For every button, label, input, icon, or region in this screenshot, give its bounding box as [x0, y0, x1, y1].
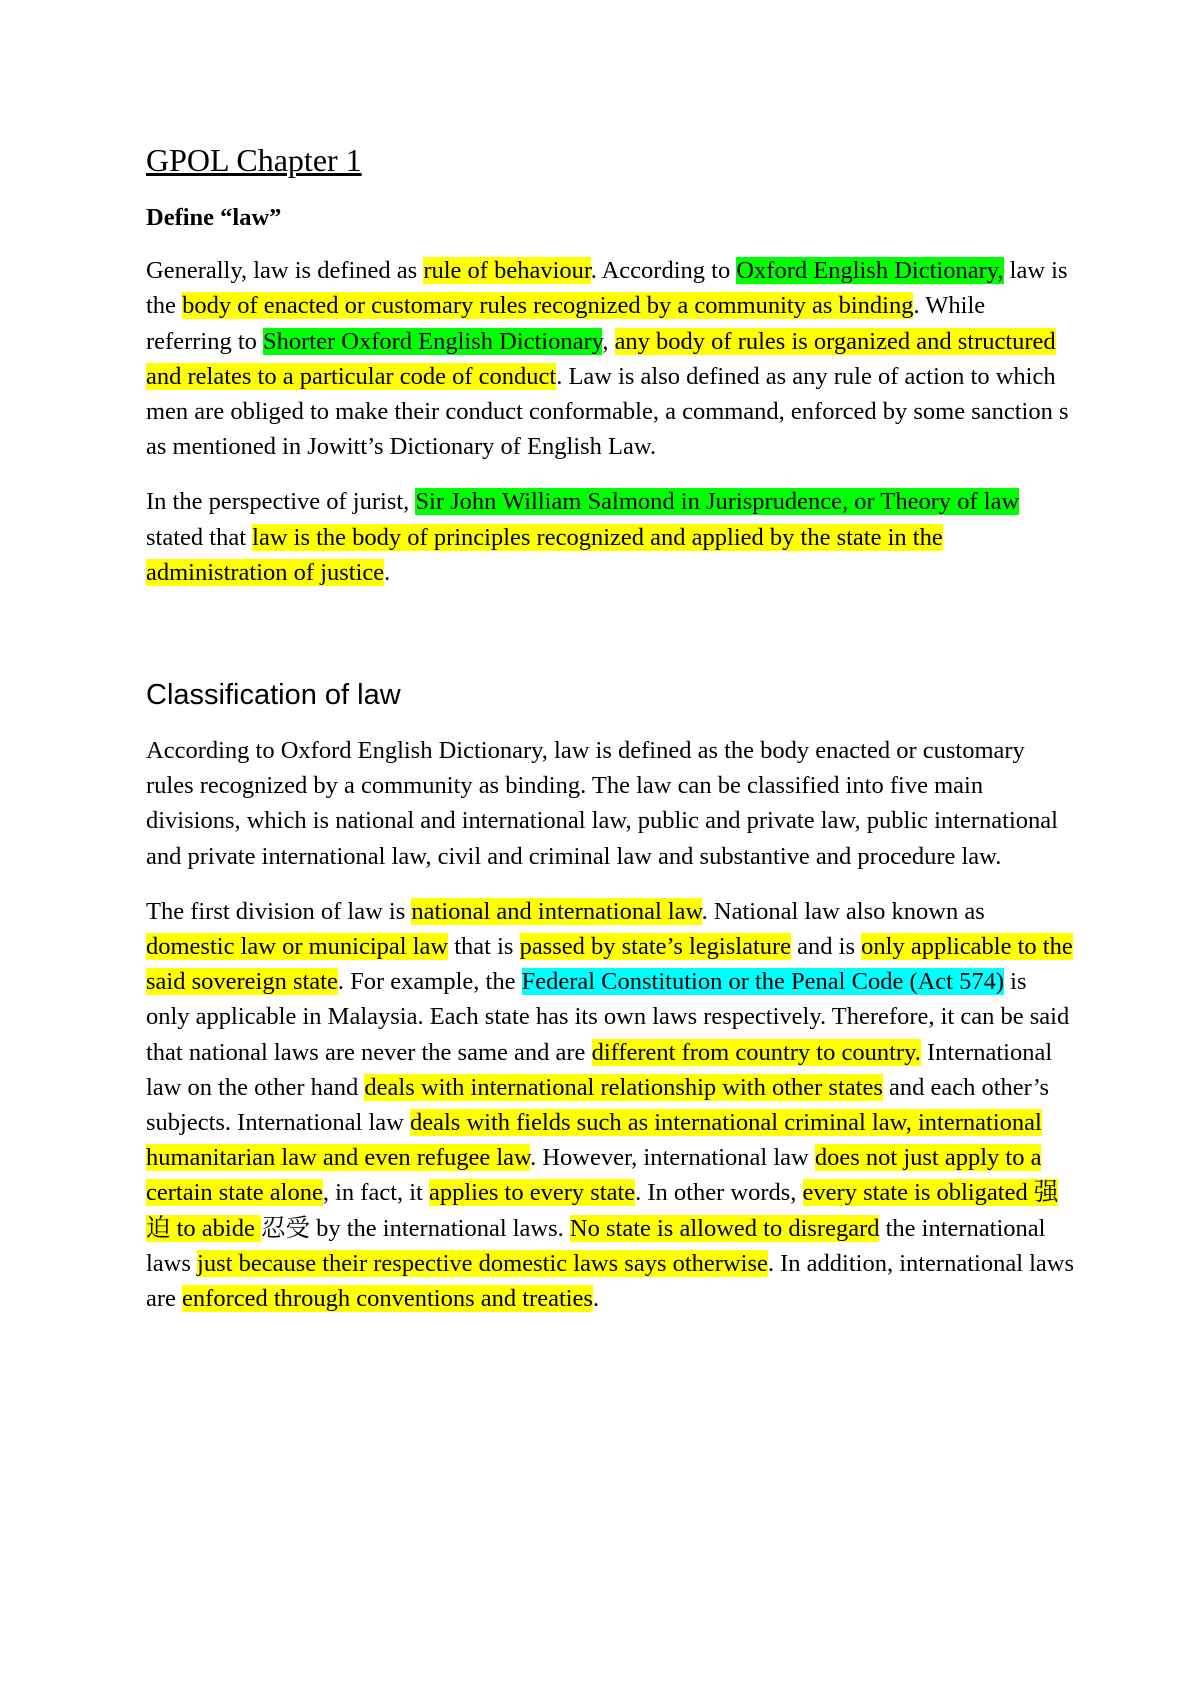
- text-segment: and is: [791, 933, 862, 961]
- text-segment: . While referring to: [146, 292, 986, 355]
- text-segment: law is the: [146, 257, 1068, 320]
- define-law-heading: Define “law”: [146, 204, 282, 231]
- highlighted-text: domestic law or municipal law: [146, 933, 449, 961]
- text-segment: 忍受: [261, 1214, 310, 1242]
- highlighted-text: enforced through conventions and treaties: [182, 1285, 593, 1313]
- text-segment: The first division of law is: [146, 897, 412, 925]
- highlighted-text: different from country to country.: [591, 1038, 921, 1066]
- highlighted-text: Federal Constitution or the Penal Code (Act 574): [521, 968, 1005, 996]
- highlighted-text: every state is obligated 强迫 to abide: [146, 1179, 1059, 1242]
- highlighted-text: just because their respective domestic laws says otherwise: [197, 1249, 768, 1277]
- highlighted-text: deals with international relationship with other states: [364, 1073, 883, 1101]
- document-title: GPOL Chapter 1: [146, 142, 362, 178]
- text-segment: the international laws: [146, 1214, 1046, 1277]
- highlighted-text: Oxford English Dictionary,: [736, 257, 1004, 285]
- text-segment: . However, international law: [530, 1144, 815, 1172]
- highlighted-text: does not just apply to a certain state alone: [146, 1144, 1042, 1207]
- paragraph-jurist-perspective: [146, 484, 1076, 590]
- text-segment: . According to: [590, 257, 737, 285]
- section-heading-classification: Classification of law: [146, 679, 401, 712]
- text-segment: and each other’s subjects. International law: [146, 1073, 1050, 1137]
- paragraph-national-international-law: [146, 894, 1076, 1316]
- highlighted-text: any body of rules is organized and structured and relates to a particular code of conduct: [146, 327, 1056, 390]
- text-segment: ,: [602, 327, 615, 355]
- text-segment: . National law also known as: [701, 897, 985, 925]
- highlighted-text: Shorter Oxford English Dictionary: [263, 327, 603, 355]
- highlighted-text: law is the body of principles recognized and applied by the state in the administration of justice: [146, 523, 943, 586]
- highlighted-text: rule of behaviour: [423, 257, 591, 285]
- text-segment: . In other words,: [635, 1179, 803, 1207]
- text-segment: . In addition, international laws are: [146, 1249, 1075, 1313]
- text-segment: .: [384, 558, 391, 586]
- highlighted-text: body of enacted or customary rules recognized by a community as binding: [182, 292, 914, 320]
- highlighted-text: passed by state’s legislature: [519, 933, 792, 961]
- text-segment: . Law is also defined as any rule of action to which men are obliged to make their conduct conformable, a command, enforced by some sanction s as mentioned in Jowitt’s Dictionary of English Law.: [146, 362, 1069, 461]
- highlighted-text: No state is allowed to disregard: [569, 1214, 880, 1242]
- highlighted-text: only applicable to the said sovereign state: [146, 933, 1073, 996]
- text-segment: by the international laws.: [310, 1214, 570, 1242]
- text-segment: Generally, law is defined as: [146, 257, 424, 285]
- text-segment: , in fact, it: [322, 1179, 429, 1207]
- paragraph-classification-intro: [146, 733, 1076, 874]
- highlighted-text: applies to every state: [429, 1179, 636, 1207]
- paragraph-law-definition: [146, 253, 1076, 464]
- document-body: [146, 140, 1076, 1336]
- text-segment: . For example, the: [337, 968, 522, 996]
- highlighted-text: Sir John William Salmond in Jurisprudence, or Theory of law: [415, 488, 1020, 516]
- highlighted-text: national and international law: [411, 897, 702, 925]
- text-segment: is only applicable in Malaysia. Each state has its own laws respectively. Therefore, it can be said that national laws are never the same and are: [146, 968, 1070, 1066]
- text-segment: stated that: [146, 523, 253, 551]
- highlighted-text: deals with fields such as international criminal law, international humanitarian law and even refugee law: [146, 1109, 1042, 1172]
- text-segment: According to Oxford English Dictionary, law is defined as the body enacted or customary rules recognized by a community as binding. The law can be classified into five main divisions, which is national and international law, public and private law, public international and private international law, civil and criminal law and substantive and procedure law.: [146, 737, 1058, 870]
- text-segment: International law on the other hand: [146, 1038, 1053, 1101]
- text-segment: .: [592, 1285, 600, 1313]
- text-segment: In the perspective of jurist,: [146, 488, 416, 516]
- text-segment: that is: [448, 933, 520, 961]
